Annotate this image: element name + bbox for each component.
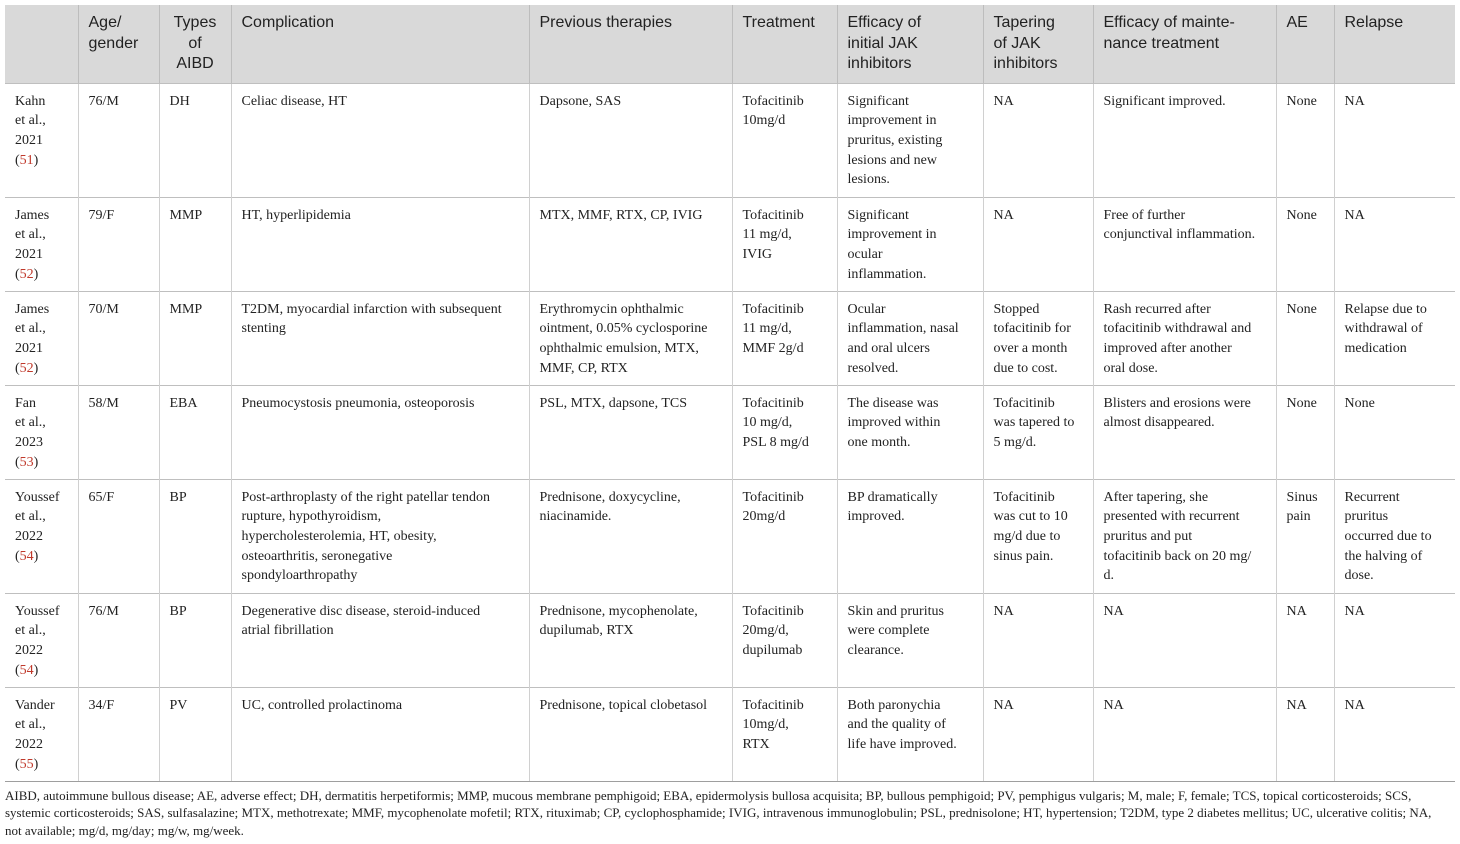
cell-treatment: Tofacitinib 10mg/d, RTX bbox=[732, 687, 837, 781]
cell-tapering: NA bbox=[983, 687, 1093, 781]
table-row bbox=[5, 479, 1455, 593]
cell-prev: PSL, MTX, dapsone, TCS bbox=[529, 385, 732, 479]
cell-efficacy-maint: Blisters and erosions were almost disappeared. bbox=[1093, 385, 1276, 479]
header-cell: AE bbox=[1276, 5, 1334, 83]
cell-relapse: NA bbox=[1334, 197, 1455, 291]
cell-type: BP bbox=[159, 479, 231, 593]
cell-complication: Celiac disease, HT bbox=[231, 83, 529, 197]
table-row bbox=[5, 687, 1455, 781]
header-cell: Complication bbox=[231, 5, 529, 83]
cell-efficacy-initial: Skin and pruritus were complete clearance. bbox=[837, 593, 983, 687]
table-body bbox=[5, 83, 1455, 781]
study-cell: James et al., 2021 (52) bbox=[5, 197, 78, 291]
cell-tapering: NA bbox=[983, 83, 1093, 197]
header-cell: Age/ gender bbox=[78, 5, 159, 83]
cell-relapse: None bbox=[1334, 385, 1455, 479]
cell-treatment: Tofacitinib 10 mg/d, PSL 8 mg/d bbox=[732, 385, 837, 479]
cell-prev: Prednisone, topical clobetasol bbox=[529, 687, 732, 781]
study-cell: Vander et al., 2022 (55) bbox=[5, 687, 78, 781]
reference-link[interactable]: 55 bbox=[19, 756, 34, 772]
cell-treatment: Tofacitinib 10mg/d bbox=[732, 83, 837, 197]
header-cell: Tapering of JAK inhibitors bbox=[983, 5, 1093, 83]
study-cell: Youssef et al., 2022 (54) bbox=[5, 479, 78, 593]
cell-prev: Dapsone, SAS bbox=[529, 83, 732, 197]
cell-tapering: Stopped tofacitinib for over a month due to cost. bbox=[983, 291, 1093, 385]
cell-efficacy-maint: After tapering, she presented with recurrent pruritus and put tofacitinib back on 20 mg/ d. bbox=[1093, 479, 1276, 593]
cell-efficacy-maint: Free of further conjunctival inflammation. bbox=[1093, 197, 1276, 291]
cell-prev: MTX, MMF, RTX, CP, IVIG bbox=[529, 197, 732, 291]
cell-age: 65/F bbox=[78, 479, 159, 593]
cell-efficacy-maint: NA bbox=[1093, 593, 1276, 687]
cell-ae: None bbox=[1276, 197, 1334, 291]
header-cell: Relapse bbox=[1334, 5, 1455, 83]
table-row bbox=[5, 593, 1455, 687]
data-table bbox=[5, 5, 1455, 782]
cell-efficacy-initial: The disease was improved within one month. bbox=[837, 385, 983, 479]
cell-complication: Pneumocystosis pneumonia, osteoporosis bbox=[231, 385, 529, 479]
header-cell: Previous therapies bbox=[529, 5, 732, 83]
cell-ae: None bbox=[1276, 83, 1334, 197]
cell-type: MMP bbox=[159, 291, 231, 385]
cell-type: DH bbox=[159, 83, 231, 197]
cell-type: MMP bbox=[159, 197, 231, 291]
cell-age: 76/M bbox=[78, 593, 159, 687]
cell-age: 58/M bbox=[78, 385, 159, 479]
cell-efficacy-maint: Rash recurred after tofacitinib withdrawal and improved after another oral dose. bbox=[1093, 291, 1276, 385]
table-row bbox=[5, 83, 1455, 197]
study-cell: Fan et al., 2023 (53) bbox=[5, 385, 78, 479]
cell-complication: Degenerative disc disease, steroid-induced atrial fibrillation bbox=[231, 593, 529, 687]
cell-tapering: NA bbox=[983, 593, 1093, 687]
header-cell: Efficacy of mainte- nance treatment bbox=[1093, 5, 1276, 83]
cell-age: 34/F bbox=[78, 687, 159, 781]
cell-ae: None bbox=[1276, 385, 1334, 479]
reference-link[interactable]: 51 bbox=[19, 152, 34, 168]
cell-complication: UC, controlled prolactinoma bbox=[231, 687, 529, 781]
reference-link[interactable]: 52 bbox=[19, 360, 34, 376]
cell-relapse: Recurrent pruritus occurred due to the halving of dose. bbox=[1334, 479, 1455, 593]
cell-type: EBA bbox=[159, 385, 231, 479]
header-cell bbox=[5, 5, 78, 83]
cell-efficacy-initial: Significant improvement in pruritus, existing lesions and new lesions. bbox=[837, 83, 983, 197]
cell-age: 79/F bbox=[78, 197, 159, 291]
table-row bbox=[5, 291, 1455, 385]
cell-ae: NA bbox=[1276, 593, 1334, 687]
cell-ae: NA bbox=[1276, 687, 1334, 781]
cell-type: PV bbox=[159, 687, 231, 781]
header-cell: Types of AIBD bbox=[159, 5, 231, 83]
cell-ae: Sinus pain bbox=[1276, 479, 1334, 593]
cell-complication: T2DM, myocardial infarction with subsequent stenting bbox=[231, 291, 529, 385]
cell-treatment: Tofacitinib 11 mg/d, IVIG bbox=[732, 197, 837, 291]
cell-prev: Prednisone, mycophenolate, dupilumab, RTX bbox=[529, 593, 732, 687]
cell-age: 76/M bbox=[78, 83, 159, 197]
cell-complication: Post-arthroplasty of the right patellar tendon rupture, hypothyroidism, hypercholesterolemia, HT, obesity, osteoarthritis, seronegative spondyloarthropathy bbox=[231, 479, 529, 593]
reference-link[interactable]: 54 bbox=[19, 662, 34, 678]
cell-ae: None bbox=[1276, 291, 1334, 385]
study-cell: Youssef et al., 2022 (54) bbox=[5, 593, 78, 687]
cell-complication: HT, hyperlipidemia bbox=[231, 197, 529, 291]
cell-treatment: Tofacitinib 20mg/d, dupilumab bbox=[732, 593, 837, 687]
study-cell: Kahn et al., 2021 (51) bbox=[5, 83, 78, 197]
cell-age: 70/M bbox=[78, 291, 159, 385]
table-row bbox=[5, 385, 1455, 479]
reference-link[interactable]: 52 bbox=[19, 266, 34, 282]
cell-tapering: NA bbox=[983, 197, 1093, 291]
header-row bbox=[5, 5, 1455, 83]
cell-relapse: NA bbox=[1334, 687, 1455, 781]
table-container bbox=[5, 5, 1455, 839]
cell-tapering: Tofacitinib was tapered to 5 mg/d. bbox=[983, 385, 1093, 479]
table-row bbox=[5, 197, 1455, 291]
header-cell: Treatment bbox=[732, 5, 837, 83]
cell-treatment: Tofacitinib 20mg/d bbox=[732, 479, 837, 593]
cell-relapse: Relapse due to withdrawal of medication bbox=[1334, 291, 1455, 385]
reference-link[interactable]: 54 bbox=[19, 548, 34, 564]
cell-efficacy-initial: BP dramatically improved. bbox=[837, 479, 983, 593]
cell-relapse: NA bbox=[1334, 593, 1455, 687]
cell-treatment: Tofacitinib 11 mg/d, MMF 2g/d bbox=[732, 291, 837, 385]
cell-efficacy-initial: Both paronychia and the quality of life have improved. bbox=[837, 687, 983, 781]
cell-relapse: NA bbox=[1334, 83, 1455, 197]
cell-efficacy-maint: NA bbox=[1093, 687, 1276, 781]
cell-efficacy-maint: Significant improved. bbox=[1093, 83, 1276, 197]
footnote: AIBD, autoimmune bullous disease; AE, adverse effect; DH, dermatitis herpetiformis; MMP, mucous membrane pemphigoid; EBA, epidermolysis bullosa acquisita; BP, bullous pemphigoid; PV, pemphigus vulgaris; M, male; F, female; TCS, topical corticosteroids; SCS, systemic corticosteroids; SAS, sulfasalazine; MTX, methotrexate; MMF, mycophenolate mofetil; RTX, rituximab; CP, cyclophosphamide; IVIG, intravenous immunoglobulin; PSL, prednisolone; HT, hypertension; T2DM, type 2 diabetes mellitus; UC, ulcerative colitis; NA, not available; mg/d, mg/day; mg/w, mg/week. bbox=[5, 787, 1432, 838]
cell-efficacy-initial: Ocular inflammation, nasal and oral ulcers resolved. bbox=[837, 291, 983, 385]
cell-tapering: Tofacitinib was cut to 10 mg/d due to sinus pain. bbox=[983, 479, 1093, 593]
cell-prev: Erythromycin ophthalmic ointment, 0.05% cyclosporine ophthalmic emulsion, MTX, MMF, CP, RTX bbox=[529, 291, 732, 385]
study-cell: James et al., 2021 (52) bbox=[5, 291, 78, 385]
cell-type: BP bbox=[159, 593, 231, 687]
reference-link[interactable]: 53 bbox=[19, 454, 34, 470]
cell-prev: Prednisone, doxycycline, niacinamide. bbox=[529, 479, 732, 593]
header-cell: Efficacy of initial JAK inhibitors bbox=[837, 5, 983, 83]
cell-efficacy-initial: Significant improvement in ocular inflammation. bbox=[837, 197, 983, 291]
